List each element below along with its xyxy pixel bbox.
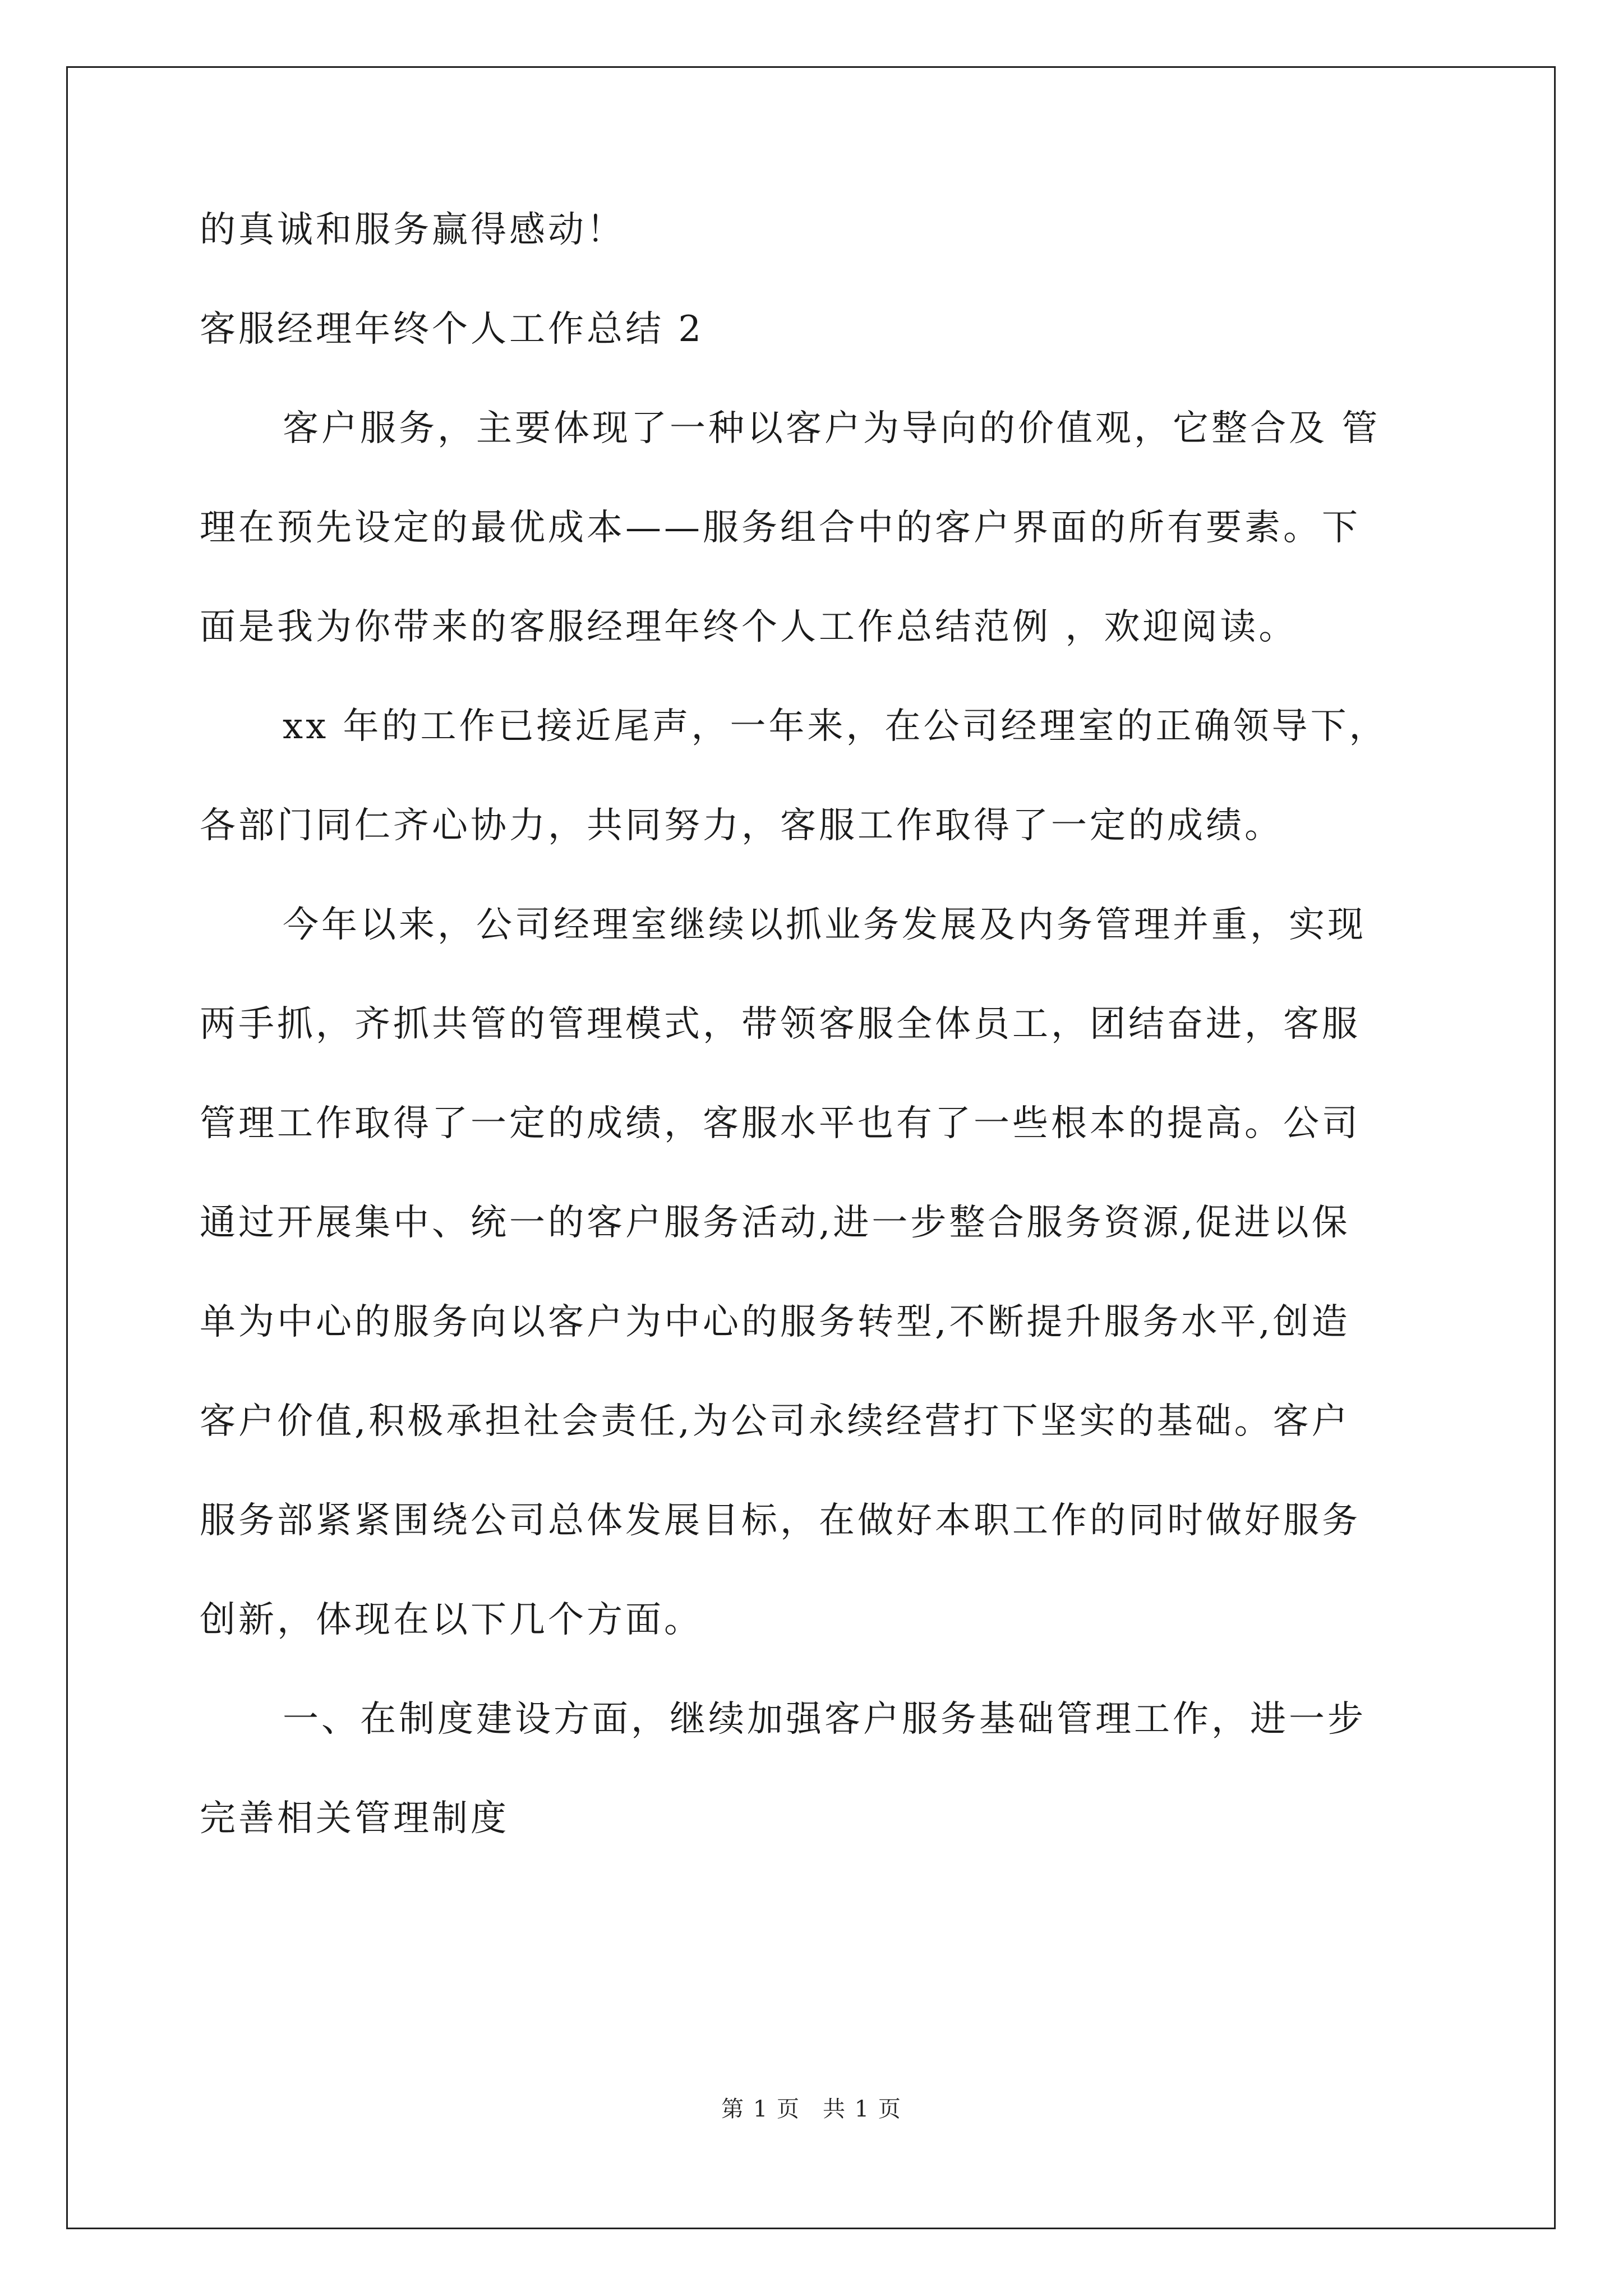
paragraph-line: 单为中心的服务向以客户为中心的服务转型,不断提升服务水平,创造 [200,1301,1350,1343]
paragraph-line: 两手抓，齐抓共管的管理模式，带领客服全体员工，团结奋进，客服 [200,1004,1361,1045]
text-line: 的真诚和服务赢得感动！ [200,209,625,251]
paragraph-line: 理在预先设定的最优成本——服务组合中的客户界面的所有要素。下 [200,507,1361,549]
paragraph-line: 通过开展集中、统一的客户服务活动,进一步整合服务资源,促进以保 [200,1202,1350,1244]
page-total: 共 1 页 [823,2096,902,2122]
paragraph-line: 面是我为你带来的客服经理年终个人工作总结范例 ，欢迎阅读。 [200,606,1298,648]
section-title: 客服经理年终个人工作总结 2 [200,309,704,350]
paragraph-line: 创新，体现在以下几个方面。 [200,1599,703,1641]
page-number: 第 1 页 [721,2096,800,2122]
paragraph-line: 各部门同仁齐心协力，共同努力，客服工作取得了一定的成绩。 [200,805,1283,846]
paragraph-line: 客户服务，主要体现了一种以客户为导向的价值观，它整合及 管 [283,408,1381,449]
page-border [66,66,1556,2229]
paragraph-line: 服务部紧紧围绕公司总体发展目标，在做好本职工作的同时做好服务 [200,1500,1361,1542]
page-footer [0,2091,1623,2123]
paragraph-line: 客户价值,积极承担社会责任,为公司永续经营打下坚实的基础。客户 [200,1401,1350,1442]
paragraph-line: 一、在制度建设方面，继续加强客户服务基础管理工作，进一步 [283,1699,1366,1740]
paragraph-line: 管理工作取得了一定的成绩，客服水平也有了一些根本的提高。公司 [200,1103,1361,1144]
paragraph-line: 今年以来，公司经理室继续以抓业务发展及内务管理并重，实现 [283,904,1366,946]
paragraph-line: 完善相关管理制度 [200,1798,509,1839]
paragraph-line: xx 年的工作已接近尾声，一年来，在公司经理室的正确领导下， [283,706,1388,747]
